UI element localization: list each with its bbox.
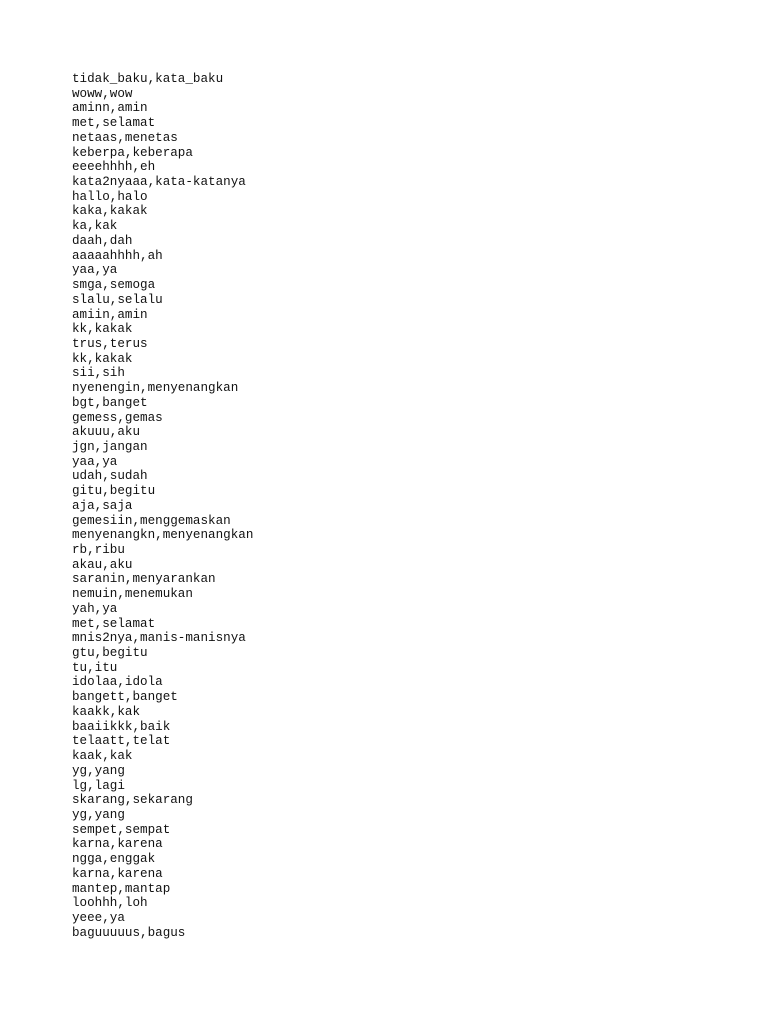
text-line: kaak,kak [72, 749, 133, 764]
text-line: aminn,amin [72, 101, 148, 116]
text-line: rb,ribu [72, 543, 125, 557]
text-line: yeee,ya [72, 910, 125, 925]
text-line: karna,karena [72, 837, 163, 852]
text-line: bgt,banget [72, 395, 148, 410]
text-line: gtu,begitu [72, 646, 148, 661]
csv-text-block [72, 72, 253, 940]
text-line: netaas,menetas [72, 130, 178, 145]
text-line: aja,saja [72, 498, 133, 513]
text-line: kk,kakak [72, 322, 133, 337]
text-line: akau,aku [72, 557, 133, 572]
text-line: slalu,selalu [72, 292, 163, 307]
text-line: yah,ya [72, 601, 118, 616]
text-line: aaaaahhhh,ah [72, 248, 163, 263]
text-line: hallo,halo [72, 189, 148, 204]
text-line: baguuuuus,bagus [72, 925, 186, 940]
text-line: lg,lagi [72, 778, 125, 793]
text-line: nyenengin,menyenangkan [72, 381, 239, 396]
text-line: telaatt,telat [72, 734, 171, 749]
text-line: loohhh,loh [72, 896, 148, 911]
text-line: sii,sih [72, 366, 125, 381]
text-line: mnis2nya,manis-manisnya [72, 631, 246, 646]
text-line: baaiikkk,baik [72, 719, 171, 734]
text-line: yaa,ya [72, 263, 118, 278]
text-line: menyenangkn,menyenangkan [72, 528, 254, 543]
text-line: met,selamat [72, 616, 156, 631]
text-line: kaka,kakak [72, 204, 148, 219]
text-line: idolaa,idola [72, 675, 163, 690]
text-line: tu,itu [72, 660, 118, 675]
text-line: mantep,mantap [72, 881, 171, 896]
text-line: yaa,ya [72, 454, 118, 469]
text-line: eeeehhhh,eh [72, 160, 156, 175]
text-line: tidak_baku,kata_baku [72, 72, 224, 86]
text-line: smga,semoga [72, 278, 156, 293]
text-line: amiin,amin [72, 307, 148, 322]
text-line: ka,kak [72, 219, 118, 234]
text-line: gitu,begitu [72, 484, 156, 499]
text-line: nemuin,menemukan [72, 587, 193, 602]
text-line: udah,sudah [72, 469, 148, 484]
text-line: jgn,jangan [72, 439, 148, 454]
text-line: gemess,gemas [72, 410, 163, 425]
text-line: kk,kakak [72, 351, 133, 366]
text-line: ngga,enggak [72, 852, 156, 867]
text-line: yg,yang [72, 807, 125, 822]
text-line: met,selamat [72, 116, 156, 131]
text-line: kaakk,kak [72, 704, 141, 719]
text-line: gemesiin,menggemaskan [72, 513, 231, 528]
text-line: skarang,sekarang [72, 793, 193, 808]
text-line: bangett,banget [72, 690, 178, 705]
text-line: yg,yang [72, 763, 125, 778]
text-line: kata2nyaaa,kata-katanya [72, 175, 246, 190]
text-line: sempet,sempat [72, 822, 171, 837]
text-line: woww,wow [72, 86, 133, 101]
text-line: trus,terus [72, 336, 148, 351]
text-line: akuuu,aku [72, 425, 141, 440]
text-line: karna,karena [72, 866, 163, 881]
text-line: saranin,menyarankan [72, 572, 216, 587]
text-line: keberpa,keberapa [72, 145, 193, 160]
text-line: daah,dah [72, 233, 133, 248]
